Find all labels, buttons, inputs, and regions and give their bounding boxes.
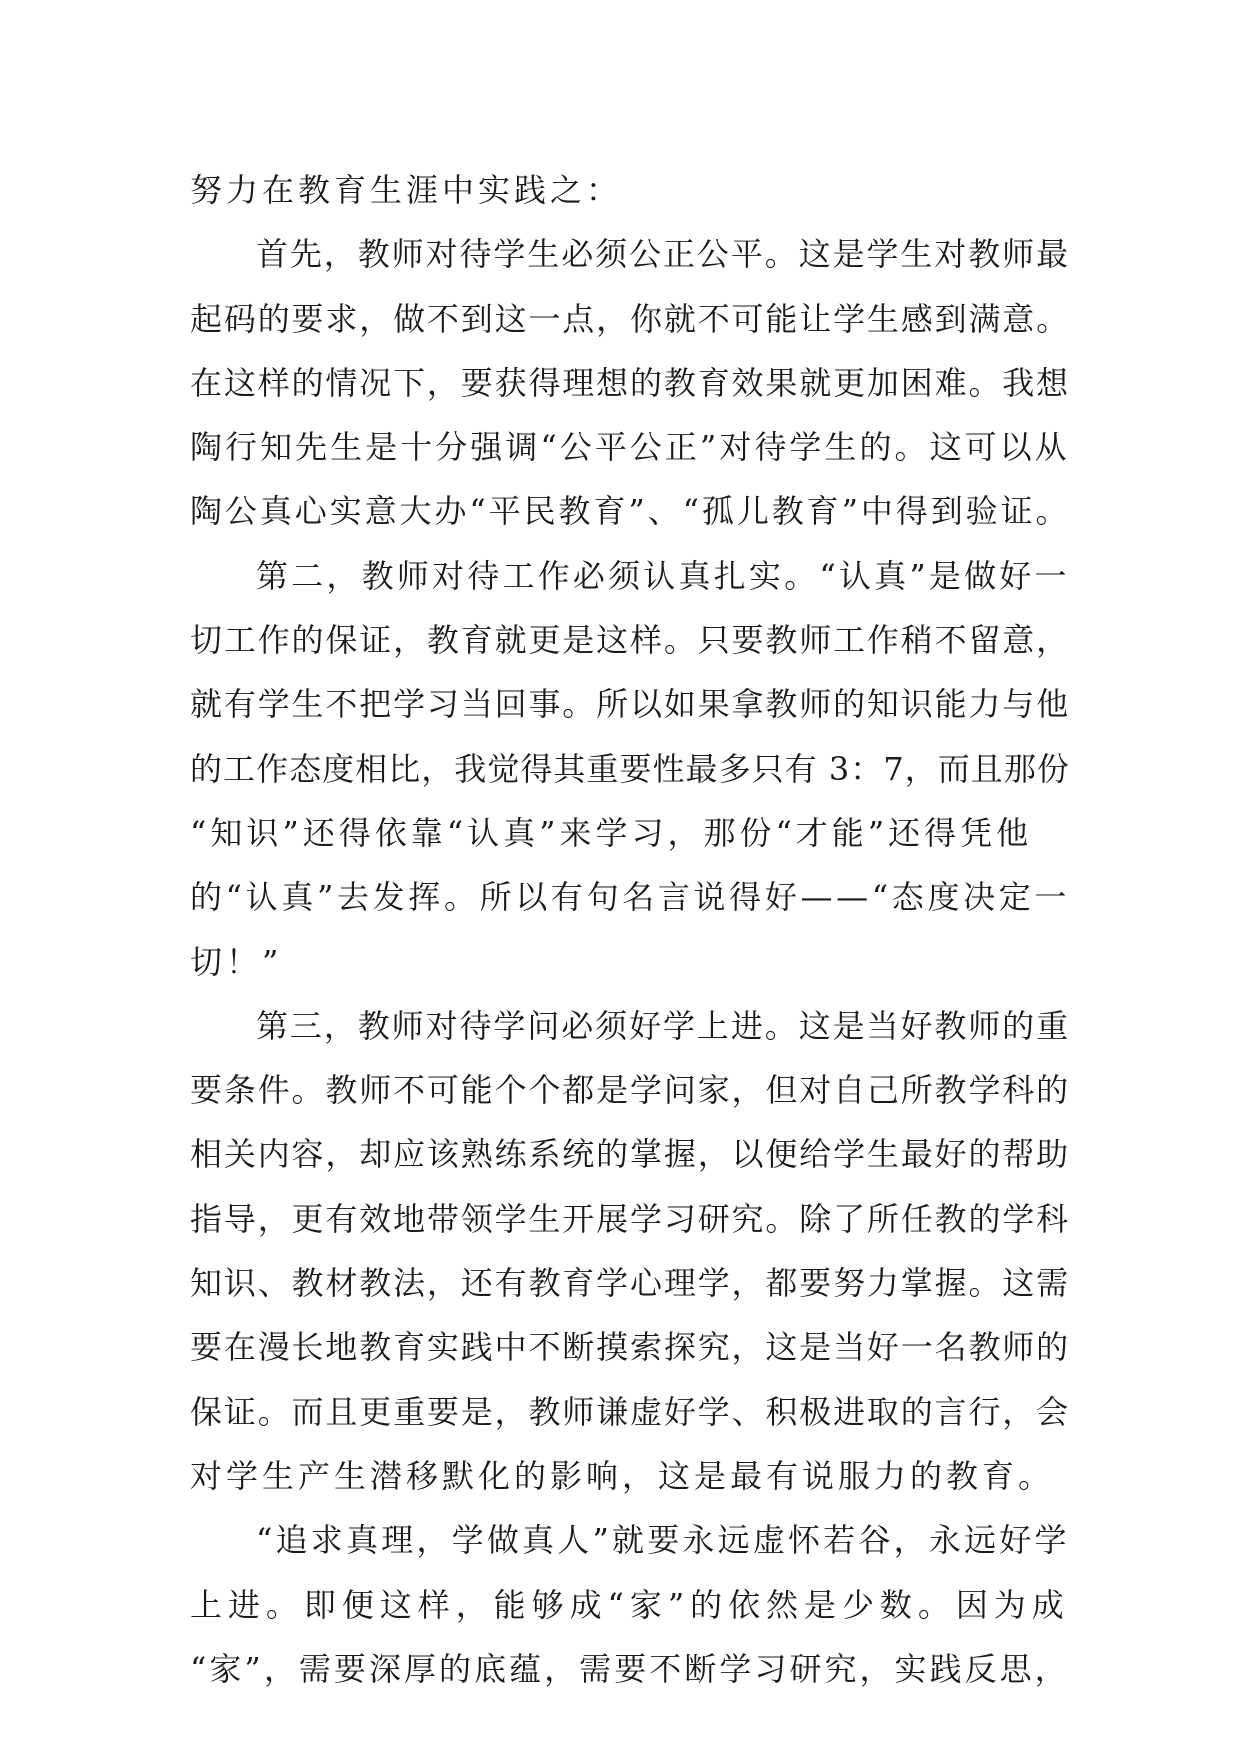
text-line: 陶公真心实意大办“平民教育”、“孤儿教育”中得到验证。 [190, 492, 1071, 531]
text-line: 在这样的情况下，要获得理想的教育效果就更加困难。我想 [190, 363, 1071, 402]
text-line: 努力在教育生涯中实践之： [190, 171, 623, 209]
text-line: 陶行知先生是十分强调“公平公正”对待学生的。这可以从 [190, 428, 1070, 467]
text-line: 第二，教师对待工作必须认真扎实。“认真”是做好一 [256, 556, 1070, 595]
text-line: 切！” [190, 942, 283, 981]
text-line: 起码的要求，做不到这一点，你就不可能让学生感到满意。 [190, 299, 1071, 338]
text-line: 首先，教师对待学生必须公正公平。这是学生对教师最 [256, 235, 1071, 274]
text-line: 对学生产生潜移默化的影响，这是最有说服力的教育。 [190, 1456, 1055, 1495]
text-line: 第三，教师对待学问必须好学上进。这是当好教师的重 [256, 1006, 1071, 1045]
text-line: 要在漫长地教育实践中不断摸索探究，这是当好一名教师的 [190, 1328, 1071, 1367]
text-line: “家”，需要深厚的底蕴，需要不断学习研究，实践反思， [190, 1649, 1070, 1688]
body-text [190, 158, 1070, 1701]
text-line: “知识”还得依靠“认真”来学习，那份“才能”还得凭他 [190, 813, 1033, 852]
text-line: 上进。即便这样，能够成“家”的依然是少数。因为成 [190, 1585, 1070, 1624]
text-line: 的工作态度相比，我觉得其重要性最多只有 3：7，而且那份 [190, 749, 1070, 788]
text-line: 保证。而且更重要是，教师谦虚好学、积极进取的言行，会 [190, 1392, 1071, 1431]
text-line: 的“认真”去发挥。所以有句名言说得好——“态度决定一 [190, 878, 1071, 917]
text-line: 指导，更有效地带领学生开展学习研究。除了所任教的学科 [190, 1199, 1071, 1238]
text-line: 切工作的保证，教育就更是这样。只要教师工作稍不留意， [190, 621, 1071, 660]
text-line: 要条件。教师不可能个个都是学问家，但对自己所教学科的 [190, 1071, 1071, 1110]
text-line: 就有学生不把学习当回事。所以如果拿教师的知识能力与他 [190, 685, 1071, 724]
text-line: 知识、教材教法，还有教育学心理学，都要努力掌握。这需 [190, 1264, 1071, 1303]
text-line: “追求真理，学做真人”就要永远虚怀若谷，永远好学 [256, 1521, 1070, 1560]
text-line: 相关内容，却应该熟练系统的掌握，以便给学生最好的帮助 [190, 1135, 1071, 1174]
